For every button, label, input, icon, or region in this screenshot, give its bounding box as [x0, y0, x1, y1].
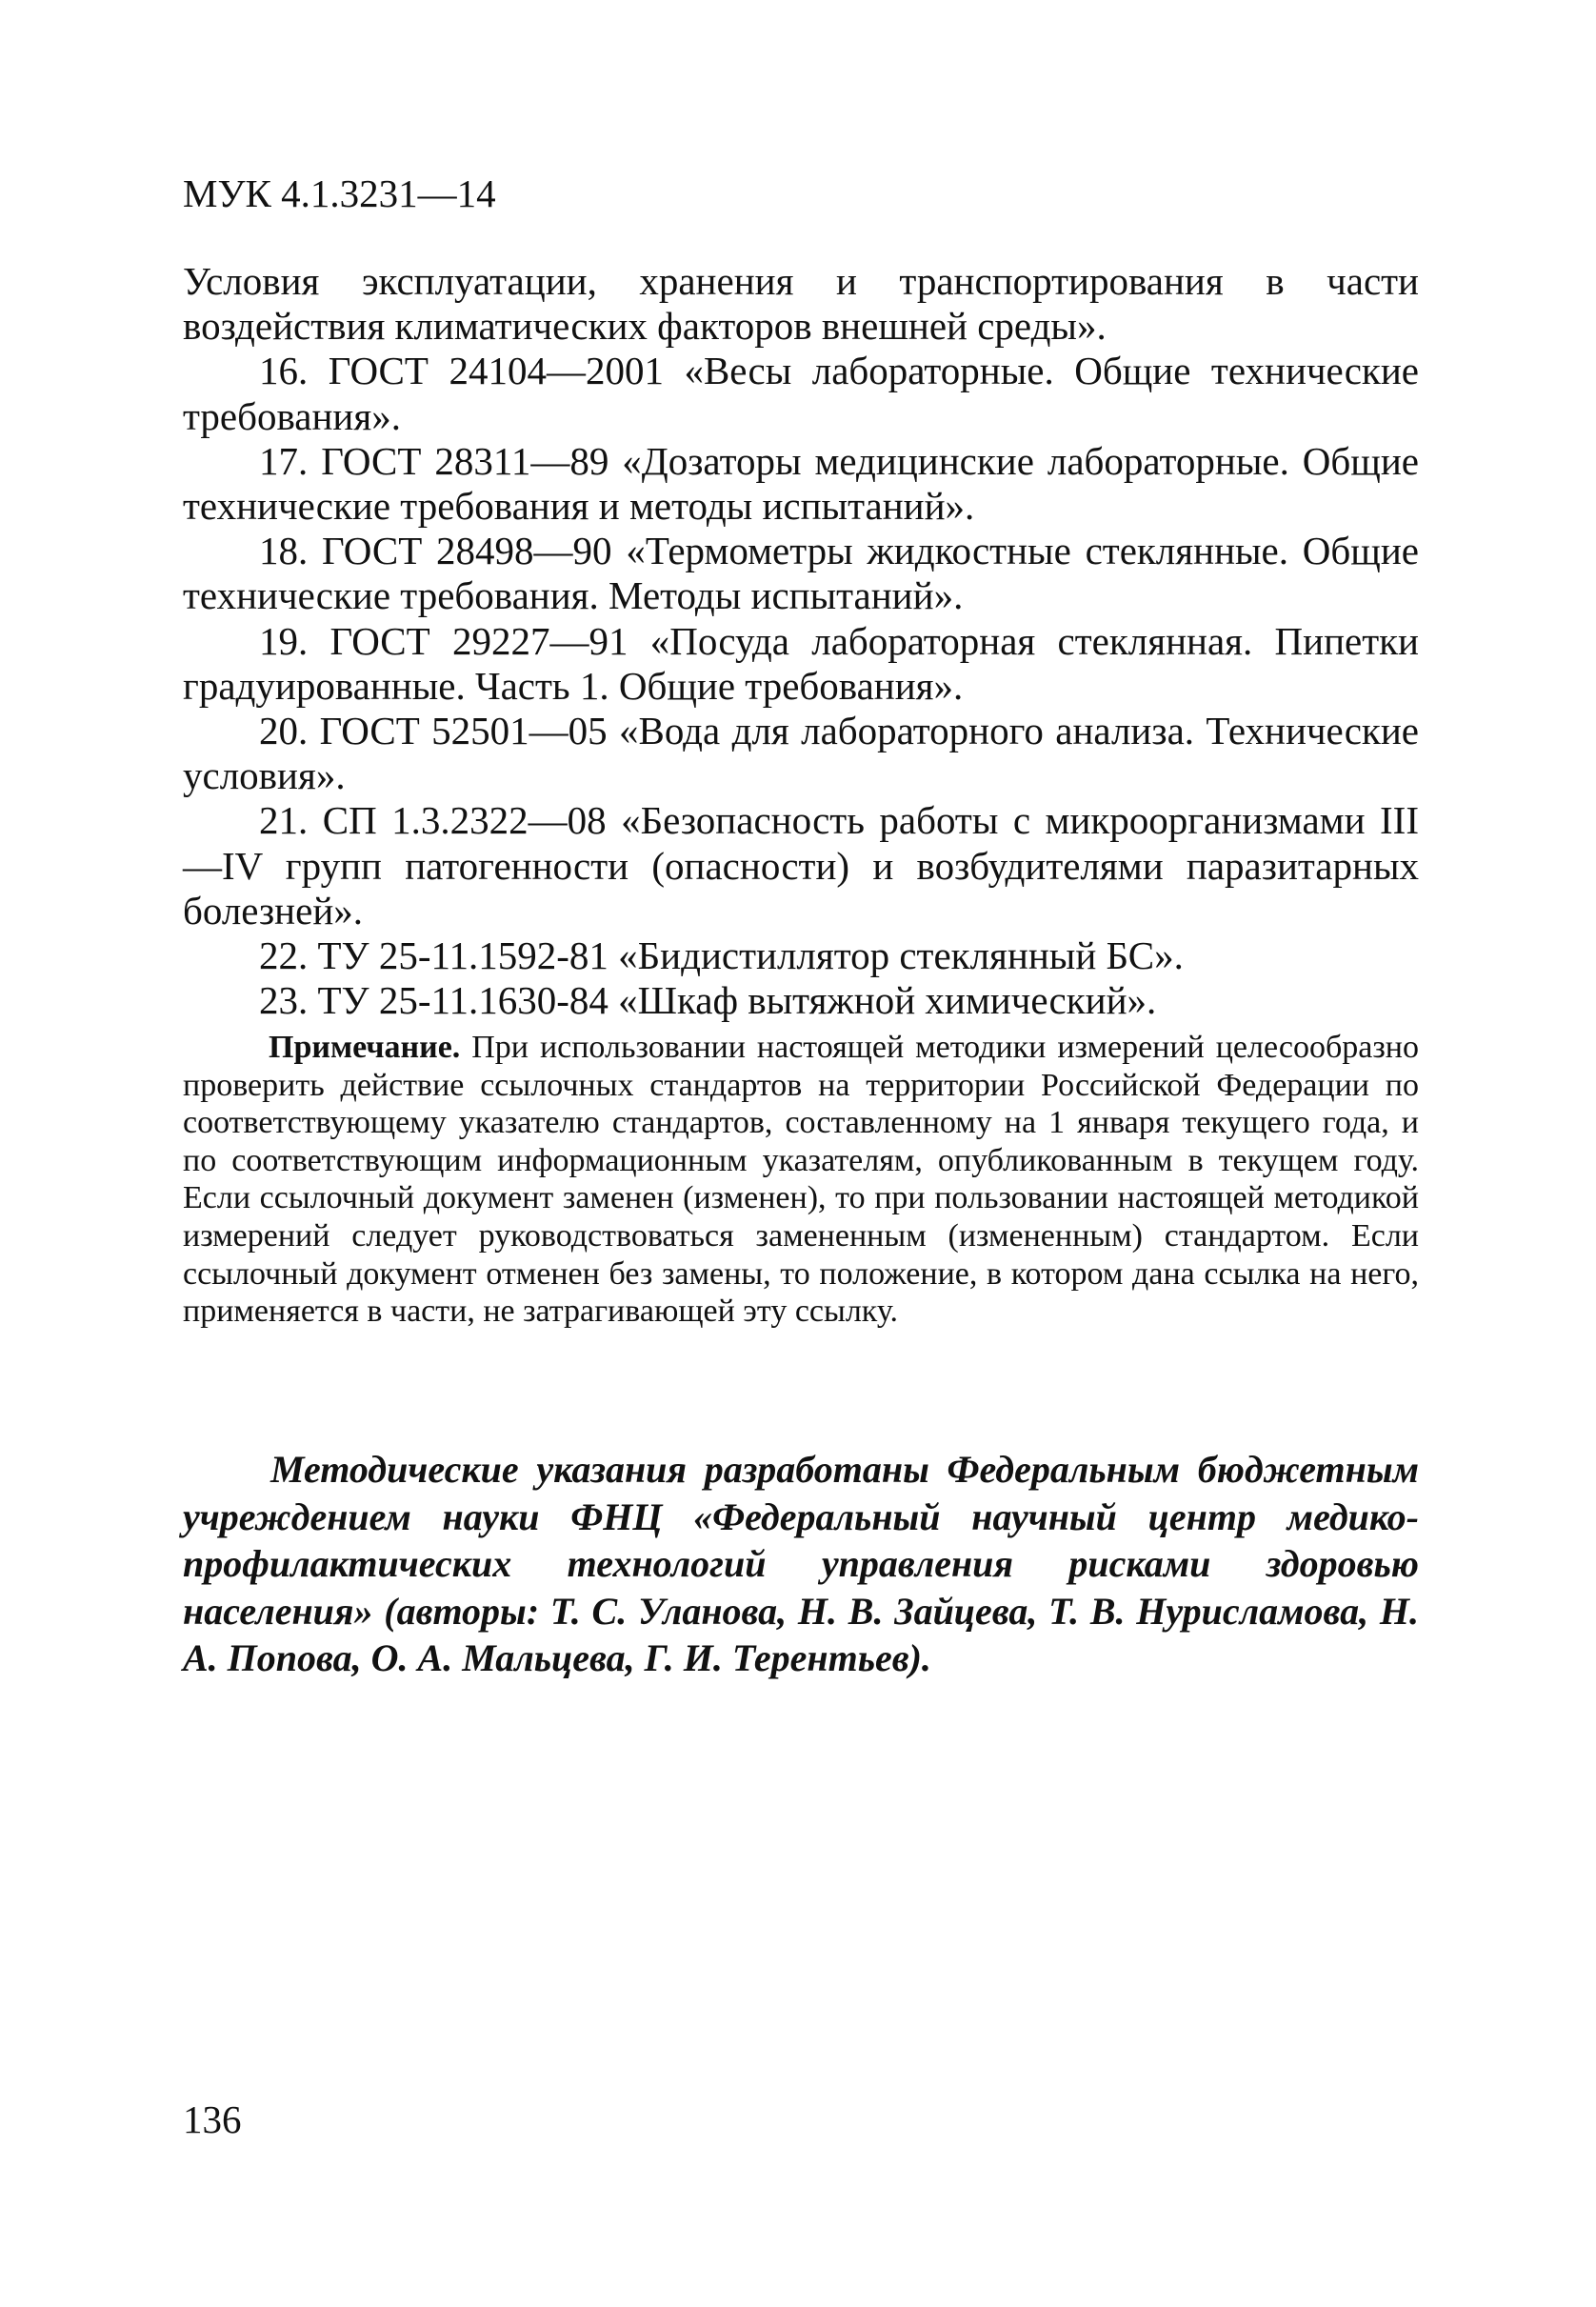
developers-statement	[183, 1446, 1419, 1682]
note-text: При использовании настоящей методики измерений целесообразно проверить действие ссылочных стандартов на территории Российской Федерации по соответствующему указателю стандартов, составленному на 1 января текущего года, и по соответствующим информационным указателям, опубликованным в текущем году. Если ссылочный документ заменен (изменен), то при пользовании настоящей методикой измерений следует руководствоваться замененным (измененным) стандартом. Если ссылочный документ отменен без замены, то положение, в котором дана ссылка на него, применяется в части, не затрагивающей эту ссылку.	[183, 1030, 1419, 1330]
reference-item-18: 18. ГОСТ 28498—90 «Термометры жидкостные стеклянные. Общие технические требования. Методы испытаний».	[183, 529, 1419, 618]
reference-item-21: 21. СП 1.3.2322—08 «Безопасность работы с микроорганизмами III—IV групп патогенности (опасности) и возбудителями паразитарных болезней».	[183, 798, 1419, 933]
developers-text: Методические указания разработаны Федеральным бюджетным учреждением науки ФНЦ «Федеральный научный центр медико-профилактических технологий управления рисками здоровью населения» (авторы: Т. С. Уланова, Н. В. Зайцева, Т. В. Нурисламова, Н. А. Попова, О. А. Мальцева, Г. И. Терентьев).	[183, 1448, 1419, 1679]
reference-item-23: 23. ТУ 25-11.1630-84 «Шкаф вытяжной химический».	[259, 978, 1157, 1023]
note-label: Примечание.	[269, 1030, 461, 1065]
references-list	[183, 259, 1419, 1023]
document-code-header: МУК 4.1.3231—14	[183, 171, 496, 215]
reference-item-17: 17. ГОСТ 28311—89 «Дозаторы медицинские лабораторные. Общие технические требования и методы испытаний».	[183, 438, 1419, 529]
reference-item-19: 19. ГОСТ 29227—91 «Посуда лабораторная стеклянная. Пипетки градуированные. Часть 1. Общие требования».	[183, 618, 1419, 708]
reference-item-22: 22. ТУ 25-11.1592-81 «Бидистиллятор стеклянный БС».	[259, 933, 1184, 978]
note-paragraph	[183, 1029, 1419, 1331]
reference-item-16: 16. ГОСТ 24104—2001 «Весы лабораторные. Общие технические требования».	[183, 349, 1419, 438]
page-number: 136	[183, 2097, 242, 2141]
reference-item-20: 20. ГОСТ 52501—05 «Вода для лабораторного анализа. Технические условия».	[183, 709, 1419, 798]
reference-continuation: Условия эксплуатации, хранения и транспортирования в части воздействия климатических факторов внешней среды».	[183, 259, 1419, 349]
note-section	[183, 1029, 1419, 1331]
